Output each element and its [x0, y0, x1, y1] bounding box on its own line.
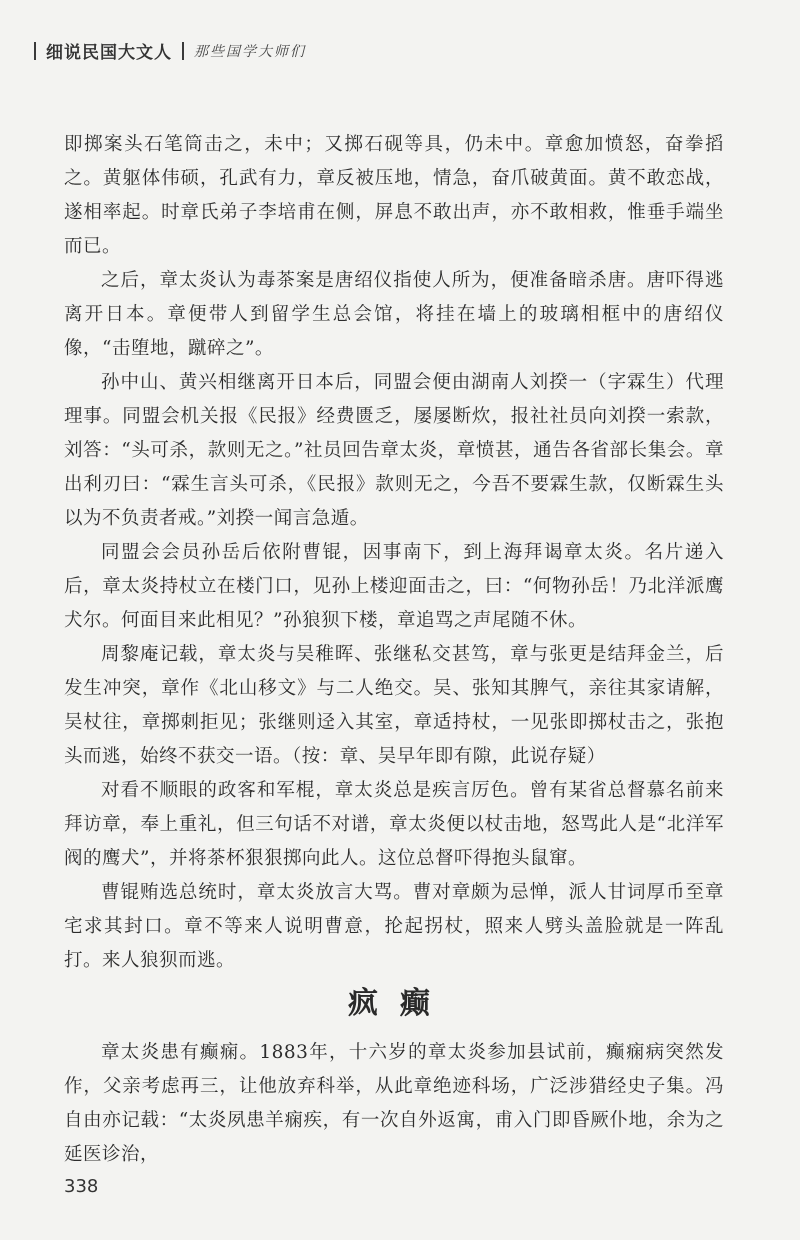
paragraph: 周黎庵记载，章太炎与吴稚晖、张继私交甚笃，章与张更是结拜金兰，后发生冲突，章作《北山移文》与二人绝交。吴、张知其脾气，亲往其家请解，吴杖往，章掷刺拒见；张继则迳入其室，章适持杖，一见张即掷杖击之，张抱头而逃，始终不获交一语。（按：章、吴早年即有隙，此说存疑） — [64, 644, 724, 767]
header-divider — [34, 42, 36, 60]
page-number: 338 — [64, 1176, 99, 1197]
paragraph: 同盟会会员孙岳后依附曹锟，因事南下，到上海拜谒章太炎。名片递入后，章太炎持杖立在楼门口，见孙上楼迎面击之，曰：“何物孙岳！乃北洋派鹰犬尔。何面目来此相见？”孙狼狈下楼，章追骂之声尾随不休。 — [64, 542, 724, 631]
paragraph: 对看不顺眼的政客和军棍，章太炎总是疾言厉色。曾有某省总督慕名前来拜访章，奉上重礼，但三句话不对谱，章太炎便以杖击地，怒骂此人是“北洋军阀的鹰犬”，并将茶杯狠狠掷向此人。这位总督吓得抱头鼠窜。 — [64, 780, 724, 869]
book-subtitle: 那些国学大师们 — [194, 43, 306, 60]
main-text — [64, 128, 724, 978]
header-divider — [182, 42, 184, 60]
book-title: 细说民国大文人 — [46, 43, 172, 63]
section-text — [64, 1036, 724, 1172]
paragraph: 即掷案头石笔筒击之，未中；又掷石砚等具，仍未中。章愈加愤怒，奋拳搯之。黄躯体伟硕，孔武有力，章反被压地，情急，奋爪破黄面。黄不敢恋战，遂相率起。时章氏弟子李培甫在侧，屏息不敢出声，亦不敢相救，惟垂手端坐而已。 — [64, 134, 724, 257]
section-title: 疯癫 — [348, 986, 452, 1021]
paragraph: 之后，章太炎认为毒茶案是唐绍仪指使人所为，便准备暗杀唐。唐吓得逃离开日本。章便带人到留学生总会馆，将挂在墙上的玻璃相框中的唐绍仪像，“击堕地，蹴碎之”。 — [64, 270, 724, 359]
paragraph: 曹锟贿选总统时，章太炎放言大骂。曹对章颇为忌惮，派人甘词厚币至章宅求其封口。章不等来人说明曹意，抡起拐杖，照来人劈头盖脸就是一阵乱打。来人狼狈而逃。 — [64, 882, 724, 971]
running-header — [34, 38, 306, 63]
paragraph: 章太炎患有癫痫。1883年，十六岁的章太炎参加县试前，癫痫病突然发作，父亲考虑再三，让他放弃科举，从此章绝迹科场，广泛涉猎经史子集。冯自由亦记载：“太炎夙患羊痫疾，有一次自外返寓，甫入门即昏厥仆地，余为之延医诊治， — [64, 1042, 724, 1165]
paragraph: 孙中山、黄兴相继离开日本后，同盟会便由湖南人刘揆一（字霖生）代理理事。同盟会机关报《民报》经费匮乏，屡屡断炊，报社社员向刘揆一索款，刘答：“头可杀，款则无之。”社员回告章太炎，章愤甚，通告各省部长集会。章出利刃曰：“霖生言头可杀，《民报》款则无之，今吾不要霖生款，仅断霖生头以为不负责者戒。”刘揆一闻言急遁。 — [64, 372, 724, 529]
